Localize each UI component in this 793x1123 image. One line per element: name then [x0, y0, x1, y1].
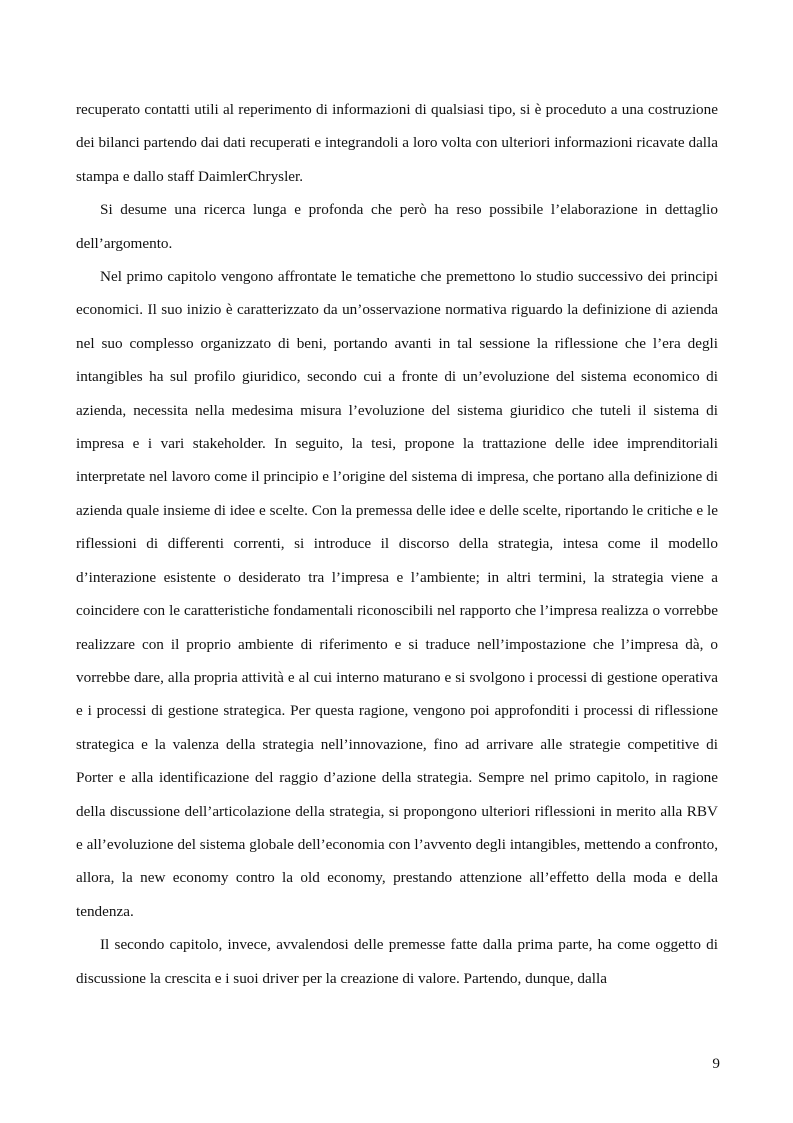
- paragraph-second-chapter: Il secondo capitolo, invece, avvalendosi delle premesse fatte dalla prima parte, ha come oggetto di discussione la crescita e i suoi driver per la creazione di valore. Partendo, dunque, dalla: [76, 936, 718, 987]
- paragraph-research: Si desume una ricerca lunga e profonda che però ha reso possibile l’elaborazione in dettaglio dell’argomento.: [76, 201, 718, 252]
- page-number: 9: [712, 1055, 720, 1072]
- body-text: [76, 93, 718, 995]
- paragraph-first-chapter: Nel primo capitolo vengono affrontate le tematiche che premettono lo studio successivo dei principi economici. Il suo inizio è caratterizzato da un’osservazione normativa riguardo la definizione di azienda nel suo complesso organizzato di beni, portando avanti in tal sessione la riflessione che l’era degli intangibles ha sul profilo giuridico, secondo cui a fronte di un’evoluzione del sistema economico di azienda, necessita nella medesima misura l’evoluzione del sistema giuridico che tuteli il sistema di impresa e i vari stakeholder. In seguito, la tesi, propone la trattazione delle idee imprenditoriali interpretate nel lavoro come il principio e l’origine del sistema di impresa, che portano alla definizione di azienda quale insieme di idee e scelte. Con la premessa delle idee e delle scelte, riportando le critiche e le riflessioni di differenti correnti, si introduce il discorso della strategia, intesa come il modello d’interazione esistente o desiderato tra l’impresa e l’ambiente; in altri termini, la strategia viene a coincidere con le caratteristiche fondamentali riconoscibili nel rapporto che l’impresa realizza o vorrebbe realizzare con il proprio ambiente di riferimento e si traduce nell’impostazione che l’impresa dà, o vorrebbe dare, alla propria attività e al cui interno maturano e si svolgono i processi di gestione operativa e i processi di gestione strategica. Per questa ragione, vengono poi approfonditi i processi di riflessione strategica e la valenza della strategia nell’innovazione, fino ad arrivare alle strategie competitive di Porter e alla identificazione del raggio d’azione della strategia. Sempre nel primo capitolo, in ragione della discussione dell’articolazione della strategia, si propongono ulteriori riflessioni in merito alla RBV e all’evoluzione del sistema globale dell’economia con l’avvento degli intangibles, mettendo a confronto, allora, la new economy contro la old economy, prestando attenzione all’effetto della moda e della tendenza.: [76, 268, 718, 920]
- paragraph-continuation: recuperato contatti utili al reperimento di informazioni di qualsiasi tipo, si è proceduto a una costruzione dei bilanci partendo dai dati recuperati e integrandoli a loro volta con ulteriori informazioni ricavate dalla stampa e dallo staff DaimlerChrysler.: [76, 101, 718, 185]
